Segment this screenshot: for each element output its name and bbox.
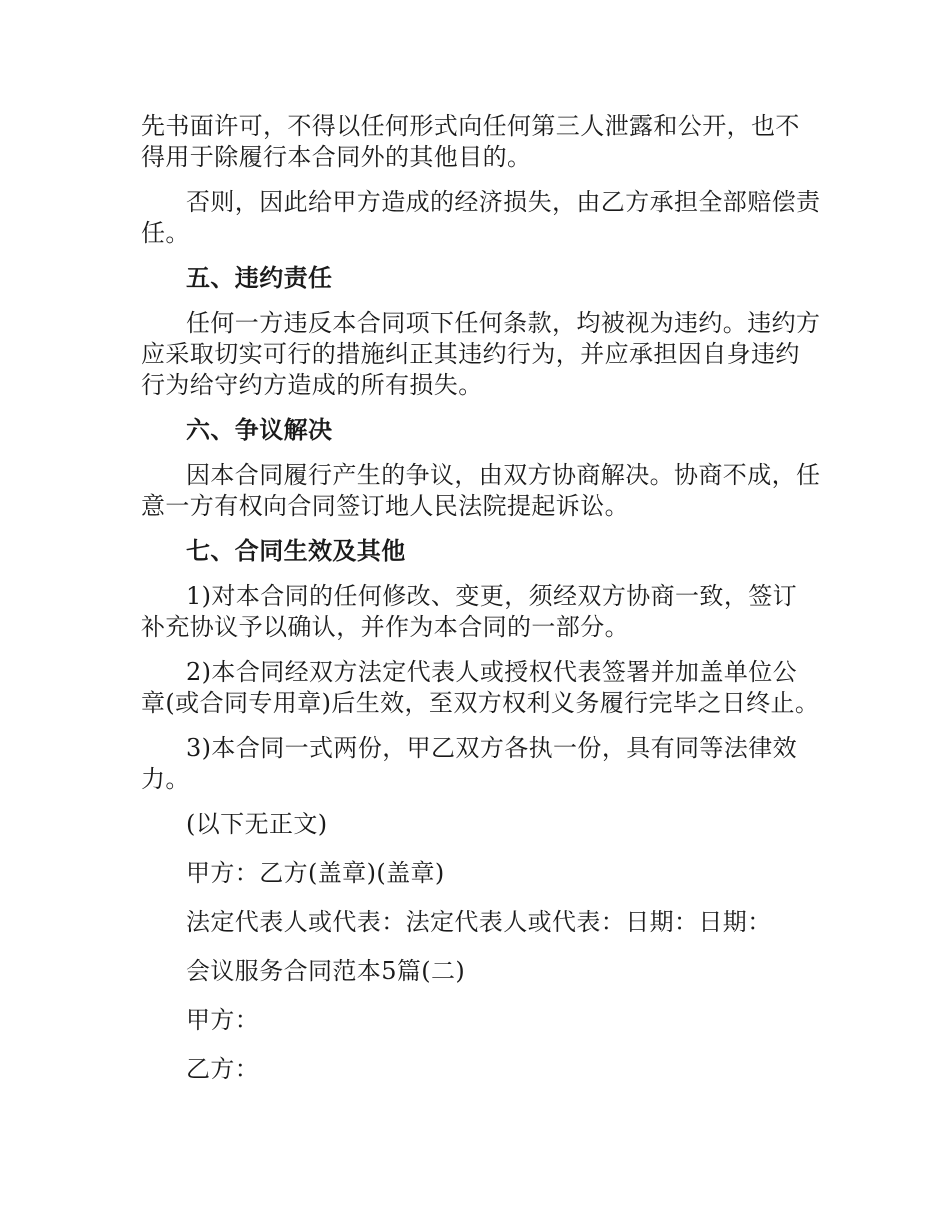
parties-seal-line: 甲方：乙方(盖章)(盖章) [186,859,445,887]
clause-item-3: 3)本合同一式两份，甲乙双方各执一份，具有同等法律效力。 [141,734,798,793]
section-heading-dispute: 六、争议解决 [186,416,333,444]
section-heading-effect: 七、合同生效及其他 [186,537,406,565]
next-contract-title: 会议服务合同范本5篇(二) [186,957,466,985]
clause-item-1: 1)对本合同的任何修改、变更，须经双方协商一致，签订补充协议予以确认，并作为本合同的一部分。 [141,582,798,641]
clause-item-2: 2)本合同经双方法定代表人或授权代表签署并加盖单位公章(或合同专用章)后生效，至双方权利义务履行完毕之日终止。 [141,658,820,717]
party-b-line: 乙方： [186,1055,260,1083]
section-heading-breach: 五、违约责任 [186,264,333,292]
paragraph-compensation: 否则，因此给甲方造成的经济损失，由乙方承担全部赔偿责任。 [141,188,821,247]
section-body-dispute: 因本合同履行产生的争议，由双方协商解决。协商不成，任意一方有权向合同签订地人民法院提起诉讼。 [141,461,821,520]
section-body-breach: 任何一方违反本合同项下任何条款，均被视为违约。违约方应采取切实可行的措施纠正其违约行为，并应承担因自身违约行为给守约方造成的所有损失。 [141,309,821,399]
representatives-date-line: 法定代表人或代表：法定代表人或代表：日期：日期： [186,908,772,936]
paragraph-confidentiality: 先书面许可，不得以任何形式向任何第三人泄露和公开，也不得用于除履行本合同外的其他目的。 [141,112,800,171]
party-a-line: 甲方： [186,1006,260,1034]
document-body [141,111,821,1103]
no-text-below-note: (以下无正文) [186,810,328,838]
